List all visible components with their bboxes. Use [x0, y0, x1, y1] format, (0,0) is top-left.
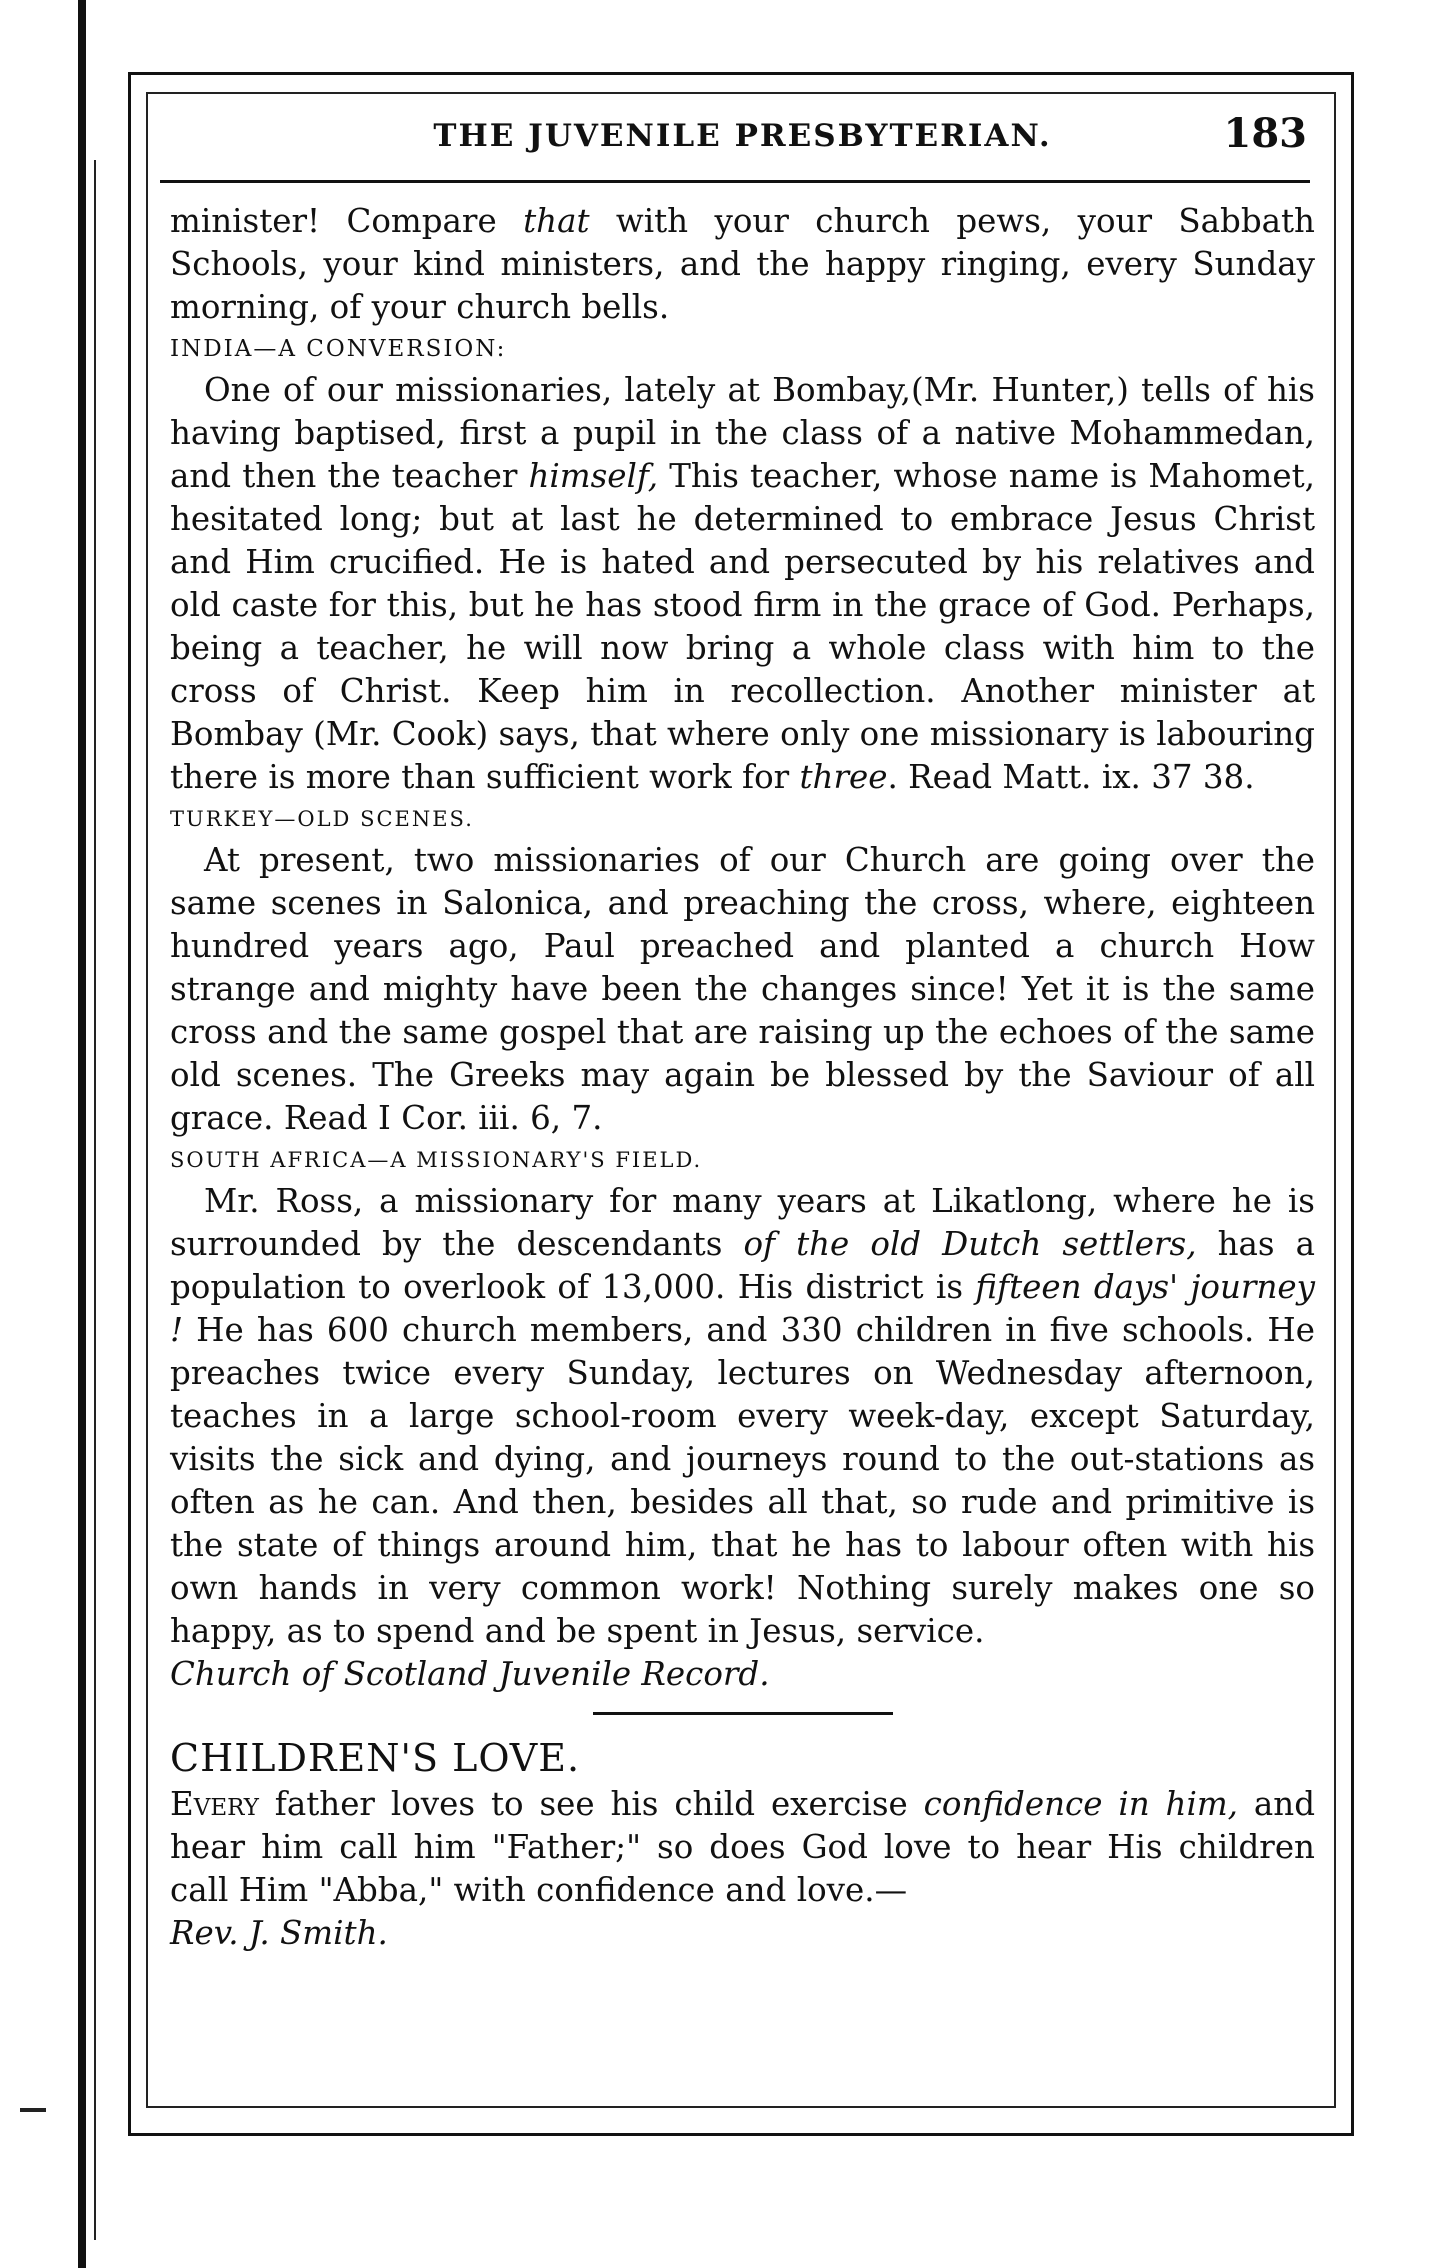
sa-text-b: has a population to overlook of 13,000. His district is [170, 1225, 1315, 1306]
header-rule [160, 180, 1310, 183]
source-attribution [170, 1653, 1315, 1696]
heading-turkey: TURKEY—OLD SCENES. [170, 807, 474, 831]
india-text-2: This teacher, whose name is Mahomet, hesitated long; but at last he determined to embrace Jesus Christ and Him crucified. He is hated and persecuted by his relatives and old caste for this, but he has stood firm in the grace of God. Perhaps, being a teacher, he will now bring a whole class with him to the cross of Christ. Keep him in recollection. Another minister at Bombay (Mr. Cook) says, that where only one missionary is labouring there is more than sufficient work for [170, 457, 1315, 796]
childrens-love-text-b: and hear him call him "Father;" so does God love to hear His children call Him "Abba," with confidence and love.— [170, 1785, 1316, 1909]
childrens-love-emphasis: confidence in him, [923, 1785, 1239, 1823]
heading-india: INDIA—A CONVERSION: [170, 336, 507, 362]
paragraph-turkey: At present, two missionaries of our Church are going over the same scenes in Salonica, and preaching the cross, where, eighteen hundred years ago, Paul preached and planted a church How strange and mighty have been the changes since! Yet it is the same cross and the same gospel that are raising up the echoes of the same old scenes. The Greeks may again be blessed by the Saviour of all grace. Read I Cor. iii. 6, 7. [170, 841, 1315, 1137]
author-line [170, 1912, 1315, 1955]
heading-south-africa: SOUTH AFRICA—A MISSIONARY'S FIELD. [170, 1148, 703, 1172]
paragraph-south-africa [170, 1180, 1315, 1653]
header-title: THE JUVENILE PRESBYTERIAN. [433, 118, 1052, 154]
india-text-1: One of our missionaries, lately at Bombay,(Mr. Hunter,) tells of his having baptised, first a pupil in the class of a native Mohammedan, and then the teacher [170, 371, 1315, 495]
childrens-love-text-a: father loves to see his child exercise [258, 1785, 924, 1823]
intro-text-c: with your church pews, your Sabbath Schools, your kind ministers, and the happy ringing, every Sunday morning, of your church bells. [170, 202, 1315, 326]
section-divider [593, 1712, 893, 1715]
sa-text-a: Mr. Ross, a missionary for many years at Likatlong, where he is surrounded by the descendants [170, 1182, 1315, 1263]
source-text: Church of Scotland Juvenile Record. [170, 1655, 770, 1693]
sa-emphasis-a: of the old Dutch settlers, [743, 1225, 1197, 1263]
running-header [170, 108, 1315, 168]
childrens-love-paragraph [170, 1783, 1315, 1912]
binding-edge-thin [94, 160, 96, 2240]
india-text-3: . Read Matt. ix. 37 38. [887, 758, 1255, 796]
binding-edge-thick [78, 0, 86, 2268]
author-name: Rev. J. Smith. [170, 1914, 388, 1952]
india-emphasis-2: three [799, 758, 888, 796]
binding-mark [20, 2108, 46, 2112]
intro-paragraph [170, 200, 1315, 329]
india-emphasis-1: himself, [528, 457, 659, 495]
page-number: 183 [1223, 110, 1307, 157]
intro-text-a: minister! Compare [170, 202, 524, 240]
intro-emphasis: that [523, 202, 590, 240]
childrens-love-title: CHILDREN'S LOVE. [170, 1736, 581, 1780]
paragraph-india [170, 369, 1315, 799]
sa-emphasis-b: fifteen days' journey ! [170, 1268, 1315, 1349]
sa-text-c: He has 600 church members, and 330 children in five schools. He preaches twice every Sunday, lectures on Wednesday afternoon, teaches in a large school-room every week-day, except Saturday, visits the sick and dying, and journeys round to the out-stations as often as he can. And then, besides all that, so rude and primitive is the state of things around him, that he has to labour often with his own hands in very common work! Nothing surely makes one so happy, as to spend and be spent in Jesus, service. [170, 1311, 1315, 1650]
first-word: Every [170, 1785, 259, 1823]
article-body [170, 200, 1315, 1955]
